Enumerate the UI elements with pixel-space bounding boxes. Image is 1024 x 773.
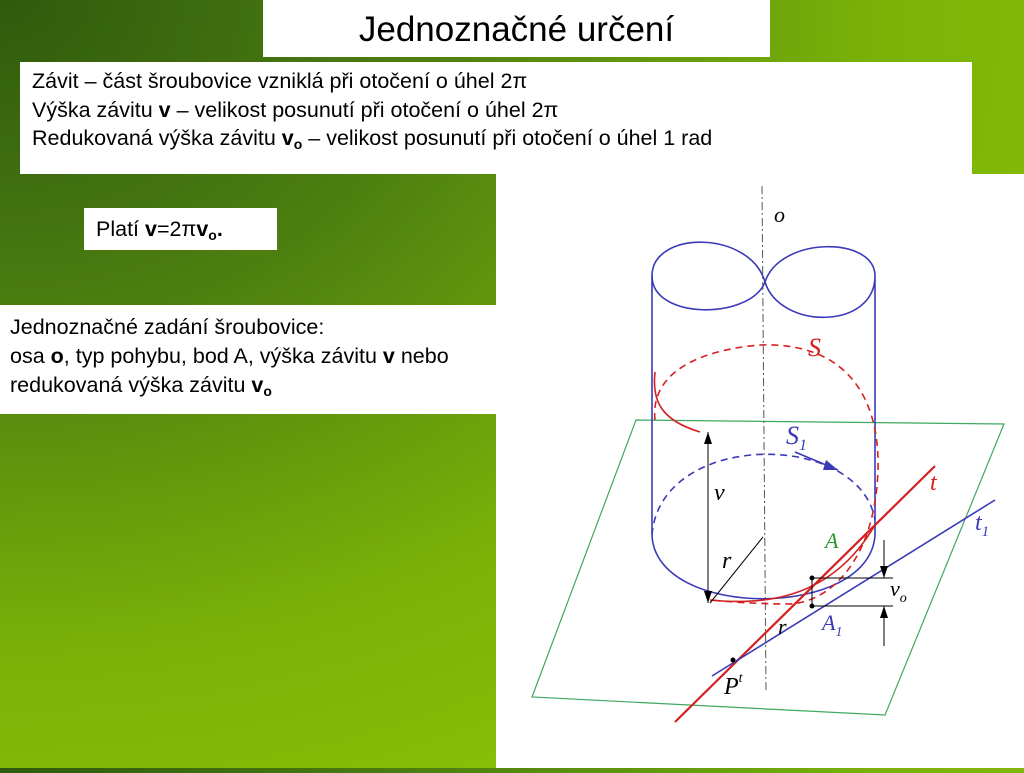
trace-point-marker — [731, 658, 736, 663]
point-a-marker — [810, 576, 815, 581]
label-helix-projection: $S_1$ — [786, 421, 807, 454]
label-trace: $P^t$ — [724, 671, 743, 700]
point-a1-marker — [810, 604, 815, 609]
label-reduced-height: $v_o$ — [890, 576, 907, 606]
label-point-a: A — [825, 528, 839, 553]
height-arrow-bottom — [704, 591, 712, 603]
rotation-arrowhead — [823, 460, 838, 470]
definition-thread-height: Výška závitu v – velikost posunutí při otočení o úhel 2π — [32, 97, 559, 122]
figure-panel — [496, 174, 1024, 768]
specification-heading: Jednoznačné zadání šroubovice: — [10, 315, 325, 339]
label-height: v — [714, 480, 725, 506]
base-circle-back — [652, 454, 875, 535]
slide-title: Jednoznačné určení — [263, 0, 770, 57]
axis-line — [762, 186, 766, 690]
helix-figure — [496, 174, 1024, 768]
definition-thread: Závit – část šroubovice vzniklá při otočení o úhel 2π — [32, 69, 528, 93]
base-plane — [532, 420, 1004, 715]
label-radius-2: r — [778, 614, 787, 639]
specification-line: redukovaná výška závitu $v_o$ — [10, 373, 272, 399]
label-tangent-projection: $t_1$ — [975, 510, 990, 540]
reduced-arrowhead-bottom — [880, 606, 888, 618]
tangent-projection-line — [712, 500, 995, 676]
label-axis: o — [774, 202, 785, 227]
radius-line — [710, 537, 763, 603]
height-arrow-top — [704, 432, 712, 444]
label-tangent: t — [930, 470, 937, 496]
label-radius: r — [722, 548, 732, 574]
formula-box: Platí $v=2\pi v_o$. — [84, 208, 277, 250]
definition-reduced-height: Redukovaná výška závitu $v_o$ – velikost posunutí při otočení o úhel 1 rad — [32, 126, 713, 152]
reduced-arrowhead-top — [880, 566, 888, 578]
label-helix: S — [808, 333, 821, 362]
definitions-box — [20, 62, 972, 174]
helix-curve — [655, 345, 878, 604]
specification-line: osa o, typ pohybu, bod A, výška závitu v nebo — [10, 344, 449, 368]
label-point-a1: $A_1$ — [822, 610, 843, 640]
